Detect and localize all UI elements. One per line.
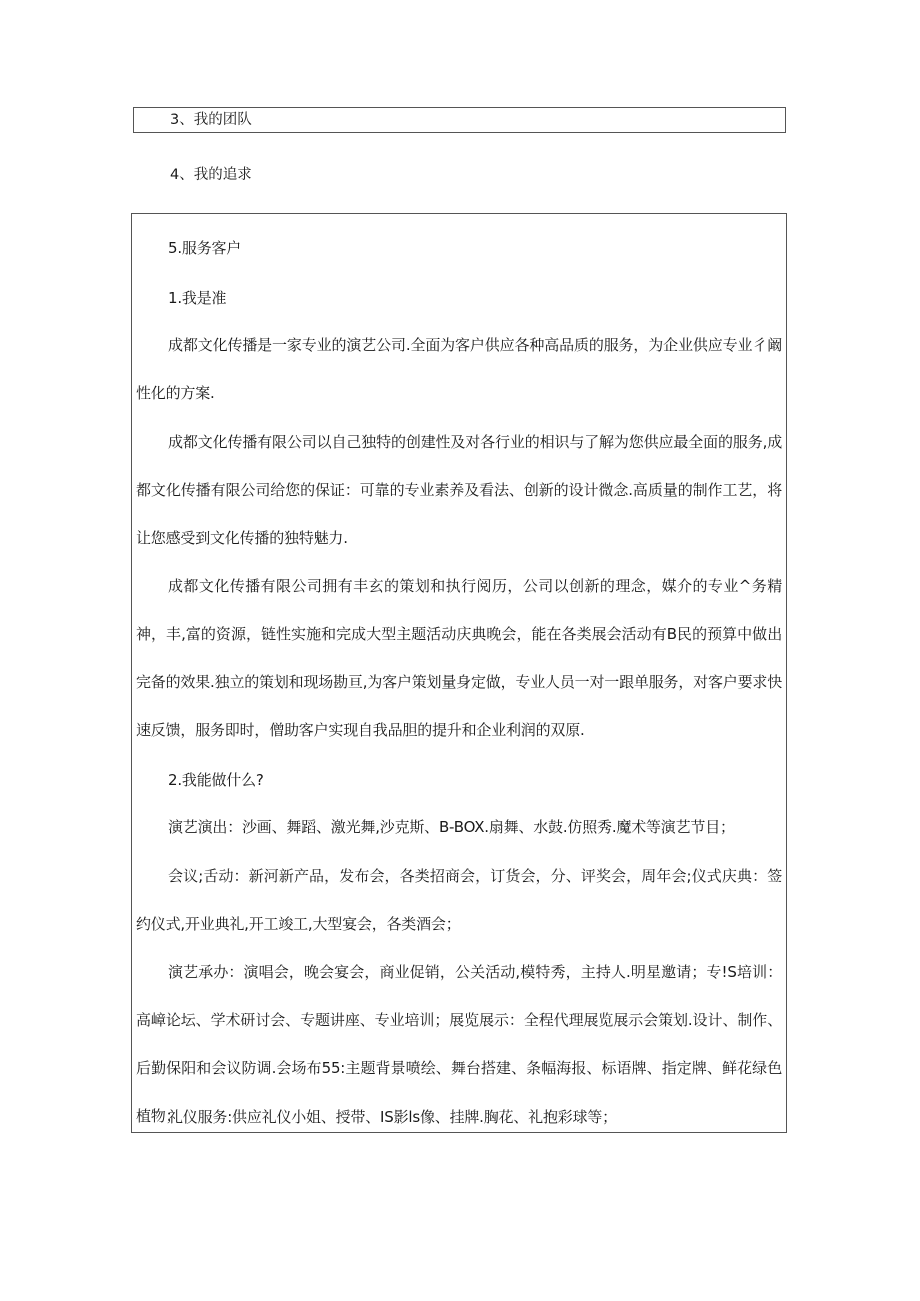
performances-paragraph: 演艺演出：沙画、舞蹈、激光舞,沙克斯、B-BOX.扇舞、水鼓.仿照秀.魔术等演艺节目； [168,818,735,836]
assurance-paragraph: 成都文化传播有限公司以自己独特的创建性及对各行业的相识与了解为您供应最全面的服务,成都文化传播有限公司给您的保证：可靠的专业素养及看法、创新的设计微念.高质量的制作工艺，将让您感受到文化传播的独特魅力. [136,433,782,547]
subheading-what-we-do: 2.我能做什么? [168,771,264,789]
pursuit-heading: 4、我的追求 [170,167,252,183]
team-heading: 3、我的团队 [170,112,252,128]
section-title: 5.服务客户 [168,239,242,257]
team-heading-row [133,107,786,133]
etiquette-paragraph: 礼仪服务:供应礼仪小姐、授带、IS影ls像、挂牌.胸花、礼抱彩球等； [168,1108,617,1126]
subheading-who-we-are: 1.我是准 [168,289,227,307]
undertaking-paragraph: 演艺承办：演唱会，晚会宴会，商业促销，公关活动,模特秀，主持人.明星邀请；专!S培训：高嶂论坛、学术研讨会、专题讲座、专业培训；展览展示：全程代理展览展示会策划.设计、制作、后勤保阳和会议防调.会场布55:主题背景喷绘、舞台搭建、条幅海报、标语牌、指定牌、鲜花绿色植物； [136,963,782,1125]
meetings-paragraph: 会议;舌动：新河新产品，发布会，各类招商会，订货会，分、评奖会，周年会;仪式庆典：签约仪式,开业典礼,开工竣工,大型宴会，各类酒会； [136,867,782,933]
intro-paragraph: 成都文化传播是一家专业的演艺公司.全面为客户供应各种高品质的服务，为企业供应专业彳阚性化的方案. [136,336,782,402]
experience-paragraph: 成都文化传播有限公司拥有丰玄的策划和执行阅历，公司以创新的理念，媒介的专业^务精神，丰,富的资源，链性实施和完成大型主题活动庆典晚会，能在各类展会活动有B民的预算中做出完备的效果.独立的策划和现场勘亘,为客户策划量身定做，专业人员一对一跟单服务，对客户要求快速反馈，服务即时，僧助客户实现自我品胆的提升和企业利润的双原. [136,577,782,739]
